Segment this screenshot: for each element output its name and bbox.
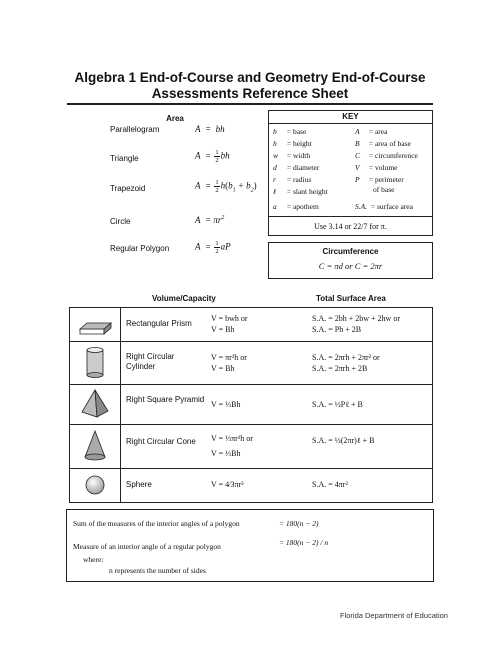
key-item-circumference: C = circumference xyxy=(355,151,418,160)
circumference-formula: C = πd or C = 2πr xyxy=(318,261,383,271)
key-box xyxy=(268,110,433,236)
n-definition: n represents the number of sides xyxy=(109,566,206,575)
surface-formula-line-1: S.A. = 4πr² xyxy=(312,480,348,489)
circumference-box xyxy=(268,242,433,279)
solid-row-pyramid xyxy=(70,384,432,425)
key-item-r: r = radius xyxy=(273,175,312,184)
key-item-volume: V = volume xyxy=(355,163,398,172)
key-item-l: ℓ = slant height xyxy=(273,187,328,196)
solid-name: Rectangular Prism xyxy=(126,319,192,328)
key-item-perimeter: P = perimeter xyxy=(355,175,404,184)
area-name-triangle: Triangle xyxy=(110,154,139,163)
footer-publisher: Florida Department of Education xyxy=(340,611,448,620)
key-item-base-area: B = area of base xyxy=(355,139,411,148)
area-name-regular-polygon: Regular Polygon xyxy=(110,244,170,253)
area-formula-regular-polygon: A = $\frac{1}{2}$ aP xyxy=(195,240,231,255)
title-rule xyxy=(67,103,433,105)
key-item-d: d = diameter xyxy=(273,163,320,172)
area-name-parallelogram: Parallelogram xyxy=(110,125,160,134)
rectangular-prism-icon xyxy=(70,308,121,341)
surface-formula-line-1: S.A. = 2bh + 2bw + 2hw or xyxy=(312,314,400,323)
interior-angle-formula: = 180(n − 2) / n xyxy=(279,538,329,547)
area-formula-triangle: A = $\frac{1}{2}$ bh xyxy=(195,149,230,164)
polygon-angles-box xyxy=(66,509,434,582)
interior-sum-label: Sum of the measures of the interior angles of a polygon xyxy=(73,519,240,528)
solid-row-sphere xyxy=(70,468,432,502)
volume-formula-line-1: V = ⅓Bh xyxy=(211,400,241,409)
volume-formula-line-1: V = ⅓πr²h or xyxy=(211,434,253,443)
surface-formula-line-2: S.A. = 2πrh + 2B xyxy=(312,364,368,373)
area-formula-circle: $A = \pi r^2$ xyxy=(195,215,225,225)
key-item-perimeter-cont: of base xyxy=(373,185,395,194)
title-line-2: Assessments Reference Sheet xyxy=(151,86,349,101)
cone-icon xyxy=(70,424,121,468)
pi-note: Use 3.14 or 22/7 for π. xyxy=(269,216,432,236)
key-item-b: b = base xyxy=(273,127,307,136)
volume-formula-line-2: V = Bh xyxy=(211,325,235,334)
cylinder-icon xyxy=(70,341,121,384)
key-item-a: a = apothem xyxy=(273,202,319,211)
solid-name: Right Circular Cylinder xyxy=(126,352,175,371)
key-heading: KEY xyxy=(269,111,432,124)
title-line-1: Algebra 1 End-of-Course and Geometry End-of-Course xyxy=(74,70,426,85)
volume-formula-line-2: V = ⅓Bh xyxy=(211,449,241,458)
key-item-w: w = width xyxy=(273,151,311,160)
solid-row-rectangular-prism xyxy=(70,308,432,342)
volume-heading: Volume/Capacity xyxy=(152,294,216,303)
key-item-surface-area: S.A. = surface area xyxy=(355,202,413,211)
solid-name: Right Circular Cone xyxy=(126,437,196,446)
page-title xyxy=(0,70,500,102)
solids-table xyxy=(69,307,433,503)
solid-row-cylinder xyxy=(70,341,432,385)
sphere-icon xyxy=(70,468,121,502)
solid-name: Right Square Pyramid xyxy=(126,395,205,404)
solid-name: Sphere xyxy=(126,480,152,489)
surface-formula-line-1: S.A. = ½Pℓ + B xyxy=(312,400,363,409)
pyramid-icon xyxy=(70,384,121,424)
area-formula-parallelogram: A = bh xyxy=(195,124,225,134)
where-label: where: xyxy=(83,555,104,564)
key-item-h: h = height xyxy=(273,139,312,148)
surface-formula-line-1: S.A. = 2πrh + 2πr² or xyxy=(312,353,380,362)
interior-sum-formula: = 180(n − 2) xyxy=(279,519,319,528)
area-formula-trapezoid: A = $\frac{1}{2}$ $h(b_1 + b_2)$ xyxy=(195,179,257,194)
area-heading: Area xyxy=(166,114,184,123)
solid-row-cone xyxy=(70,424,432,469)
surface-area-heading: Total Surface Area xyxy=(316,294,386,303)
area-name-trapezoid: Trapezoid xyxy=(110,184,146,193)
key-item-area: A = area xyxy=(355,127,388,136)
circumference-heading: Circumference xyxy=(322,247,379,256)
surface-formula-line-2: S.A. = Ph + 2B xyxy=(312,325,362,334)
surface-formula-line-1: S.A. = ½(2πr)ℓ + B xyxy=(312,436,375,445)
volume-formula-line-1: V = bwh or xyxy=(211,314,248,323)
interior-angle-label: Measure of an interior angle of a regular polygon xyxy=(73,542,221,551)
volume-formula-line-1: V = 4⁄3πr³ xyxy=(211,480,244,489)
volume-formula-line-1: V = πr²h or xyxy=(211,353,247,362)
area-name-circle: Circle xyxy=(110,217,131,226)
volume-formula-line-2: V = Bh xyxy=(211,364,235,373)
